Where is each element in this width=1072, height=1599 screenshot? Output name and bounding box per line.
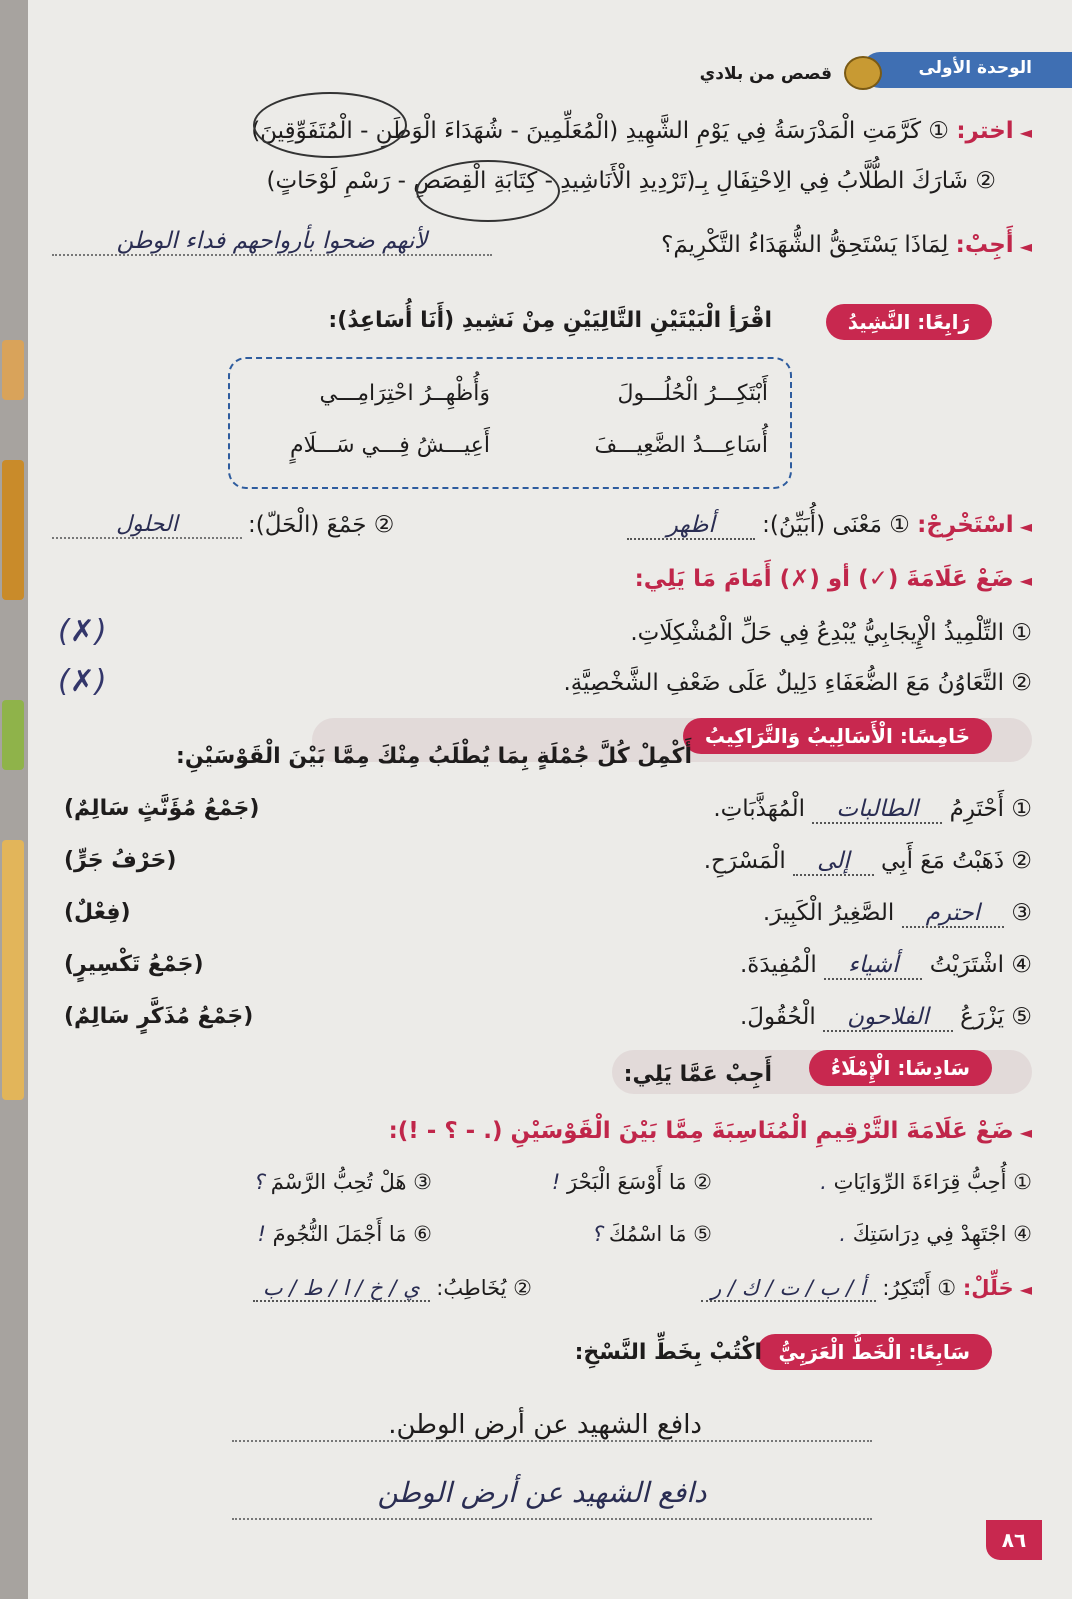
circle-mark — [253, 92, 407, 158]
complete-answer-2: إلى — [793, 848, 874, 876]
analyze-row-1 — [701, 1276, 1032, 1302]
answer-question — [661, 232, 1032, 258]
complete-item-1 — [713, 796, 1032, 824]
punct-label: ضَعْ عَلَامَةَ التَّرْقِيمِ الْمُنَاسِبَةَ مِمَّا بَيْنَ الْقَوْسَيْنِ (. - ؟ - !): — [388, 1118, 1014, 1144]
punct-item-1 — [820, 1170, 1032, 1194]
extract-item-1: ① مَعْنَى (أُبَيِّنُ): — [762, 512, 910, 538]
complete-start-2: ② ذَهَبْتُ مَعَ أَبِي — [881, 848, 1032, 874]
punct-text-6: ⑥ مَا أَجْمَلَ النُّجُومَ — [272, 1222, 432, 1246]
section5-pill: خَامِسًا: الْأَسَالِيبُ وَالتَّرَاكِيبُ — [683, 718, 992, 754]
punct-answer-1: . — [820, 1170, 827, 1194]
punct-text-4: ④ اجْتَهِدْ فِي دِرَاسَتِكَ — [852, 1222, 1032, 1246]
section4-instruction: اقْرَأِ الْبَيْتَيْنِ التَّالِيَيْنِ مِنْ نَشِيدِ (أَنَا أُسَاعِدُ): — [328, 308, 772, 333]
complete-start-5: ⑤ يَزْرَعُ — [960, 1004, 1032, 1030]
complete-item-4 — [740, 952, 1032, 980]
mark-answer-1: (✗) — [58, 614, 107, 649]
choose-text-2: ② شَارَكَ الطُّلَّابُ فِي الِاحْتِفَالِ بِـ(تَرْدِيدِ الْأَنَاشِيدِ - كِتَابَةِ الْقِصَصِ - رَسْمِ لَوْحَاتٍ) — [266, 168, 996, 194]
punct-text-5: ⑤ مَا اسْمُكَ — [608, 1222, 712, 1246]
complete-answer-5: الفلاحون — [823, 1004, 953, 1032]
verse-1-right: أَبْتَكِـــرُ الْحُلُـــولَ — [617, 381, 768, 406]
page-number: ٨٦ — [986, 1520, 1042, 1560]
calligraphy-model: دافع الشهيد عن أرض الوطن. — [388, 1410, 702, 1440]
section7-pill: سَابِعًا: الْخَطُّ الْعَرَبِيُّ — [757, 1334, 992, 1370]
left-edge-strip — [0, 0, 28, 1599]
bullet-icon: ◄ — [1019, 123, 1032, 142]
complete-end-4: الْمُفِيدَةَ. — [740, 952, 817, 978]
mark-label: ضَعْ عَلَامَةَ (✓) أو (✗) أَمَامَ مَا يَلِي: — [634, 566, 1014, 592]
complete-hint-1: (جَمْعُ مُؤَنَّثٍ سَالِمٌ) — [64, 796, 260, 821]
complete-hint-3: (فِعْلٌ) — [64, 900, 131, 925]
complete-start-4: ④ اشْتَرَيْتُ — [929, 952, 1032, 978]
complete-hint-5: (جَمْعُ مُذَكَّرٍ سَالِمٌ) — [64, 1004, 254, 1029]
complete-start-1: ① أَحْتَرِمُ — [949, 796, 1032, 822]
mark-item-2: ② التَّعَاوُنُ مَعَ الضُّعَفَاءِ دَلِيلٌ عَلَى ضَعْفِ الشَّخْصِيَّةِ. — [563, 670, 1032, 696]
mark-item-1: ① التِّلْمِيذُ الْإِيجَابِيُّ يُبْدِعُ فِي حَلِّ الْمُشْكِلَاتِ. — [630, 620, 1032, 646]
punct-instruction — [389, 1118, 1032, 1144]
mark-instruction — [635, 566, 1032, 592]
bullet-icon: ◄ — [1019, 517, 1032, 536]
complete-end-5: الْحُقُولَ. — [739, 1004, 816, 1030]
punct-answer-5: ؟ — [591, 1222, 603, 1246]
complete-answer-4: أشياء — [824, 952, 922, 980]
copy-line — [232, 1518, 872, 1520]
extract-label: اسْتَخْرِجْ: — [917, 512, 1014, 538]
punct-answer-2: ! — [551, 1170, 561, 1194]
verse-2-left: أَعِيـــشُ فِـــي سَـــلَامٍ — [290, 433, 490, 458]
mark-answer-2: (✗) — [58, 664, 107, 699]
verse-2-right: أُسَاعِـــدُ الضَّعِيـــفَ — [594, 433, 768, 458]
analyze-item-2: ② يُخَاطِبُ: — [436, 1276, 532, 1300]
section5-instruction: أَكْمِلْ كُلَّ جُمْلَةٍ بِمَا يُطْلَبُ مِنْكَ مِمَّا بَيْنَ الْقَوْسَيْنِ: — [176, 744, 692, 769]
complete-item-5 — [740, 1004, 1032, 1032]
unit-label: الوحدة الأولى — [918, 58, 1032, 78]
punct-text-3: ③ هَلْ تُحِبُّ الرَّسْمَ — [270, 1170, 432, 1194]
complete-item-2 — [704, 848, 1032, 876]
bullet-icon: ◄ — [1019, 1280, 1032, 1299]
answer-question-text: لِمَاذَا يَسْتَحِقُّ الشُّهَدَاءُ التَّكْرِيمَ؟ — [661, 232, 949, 258]
analyze-label: حَلِّلْ: — [962, 1276, 1014, 1300]
circle-mark — [416, 160, 560, 222]
complete-end-1: الْمُهَذَّبَاتِ. — [713, 796, 806, 822]
model-line — [232, 1440, 872, 1442]
choose-label: اختر: — [956, 118, 1014, 144]
bullet-icon: ◄ — [1019, 237, 1032, 256]
analyze-item-1: ① أَبْتَكِرُ: — [882, 1276, 957, 1300]
complete-end-3: الصَّغِيرُ الْكَبِيرَ. — [762, 900, 895, 926]
punct-text-1: ① أُحِبُّ قِرَاءَةَ الرِّوَايَاتِ — [833, 1170, 1032, 1194]
analyze-answer-1: أ / ب / ت / ك / ر — [701, 1276, 876, 1302]
extract-row — [627, 512, 1032, 540]
lesson-title: قصص من بلادي — [699, 64, 832, 84]
poem-box — [228, 357, 792, 489]
complete-hint-2: (حَرْفُ جَرٍّ) — [64, 848, 177, 873]
section4-pill: رَابِعًا: النَّشِيدُ — [826, 304, 992, 340]
section6-pill: سَادِسًا: الْإِمْلَاءُ — [809, 1050, 992, 1086]
complete-end-2: الْمَسْرَحِ. — [703, 848, 786, 874]
bullet-icon: ◄ — [1019, 1123, 1032, 1142]
punct-item-5 — [591, 1222, 712, 1246]
workbook-page — [28, 0, 1072, 1599]
complete-hint-4: (جَمْعُ تَكْسِيرٍ) — [64, 952, 204, 977]
extract-item-2: ② جَمْعَ (الْحَلّ): — [248, 512, 395, 538]
answer-handwritten: لأنهم ضحوا بأرواحهم فداء الوطن — [52, 228, 492, 256]
extract-answer-1: أظهر — [627, 512, 755, 540]
complete-answer-3: احترم — [902, 900, 1004, 928]
punct-answer-3: ؟ — [252, 1170, 265, 1194]
section7-instruction: اكْتُبْ بِخَطِّ النَّسْخِ: — [574, 1340, 762, 1365]
punct-item-6 — [258, 1222, 432, 1246]
punct-answer-6: ! — [257, 1222, 266, 1246]
lesson-icon — [844, 56, 882, 90]
extract-answer-2: الحلول — [52, 512, 242, 539]
punct-answer-4: . — [839, 1222, 847, 1246]
complete-answer-1: الطالبات — [812, 796, 942, 824]
section6-instruction: أَجِبْ عَمَّا يَلِي: — [623, 1062, 772, 1087]
punct-text-2: ② مَا أَوْسَعَ الْبَحْرَ — [567, 1170, 712, 1194]
complete-start-3: ③ — [1011, 900, 1032, 926]
analyze-answer-2: ي / خ / ا / ط / ب — [253, 1276, 430, 1302]
calligraphy-handwritten: دافع الشهيد عن أرض الوطن — [377, 1476, 707, 1509]
punct-item-3 — [253, 1170, 432, 1194]
choose-item-2 — [267, 168, 996, 194]
punct-item-2 — [552, 1170, 712, 1194]
bullet-icon: ◄ — [1019, 571, 1032, 590]
unit-banner — [862, 52, 1072, 88]
verse-1-left: وَأُظْهِــرُ احْتِرَامِـــي — [319, 381, 490, 406]
punct-item-4 — [839, 1222, 1032, 1246]
answer-label: أَجِبْ: — [955, 232, 1014, 258]
analyze-row-2 — [253, 1276, 532, 1302]
choose-text-1: ① كَرَّمَتِ الْمَدْرَسَةُ فِي يَوْمِ الشَّهِيدِ (الْمُعَلِّمِينَ - شُهَدَاءَ الْوَطَنِ - الْمُتَفَوِّقِينَ) — [251, 118, 950, 144]
complete-item-3 — [763, 900, 1032, 928]
